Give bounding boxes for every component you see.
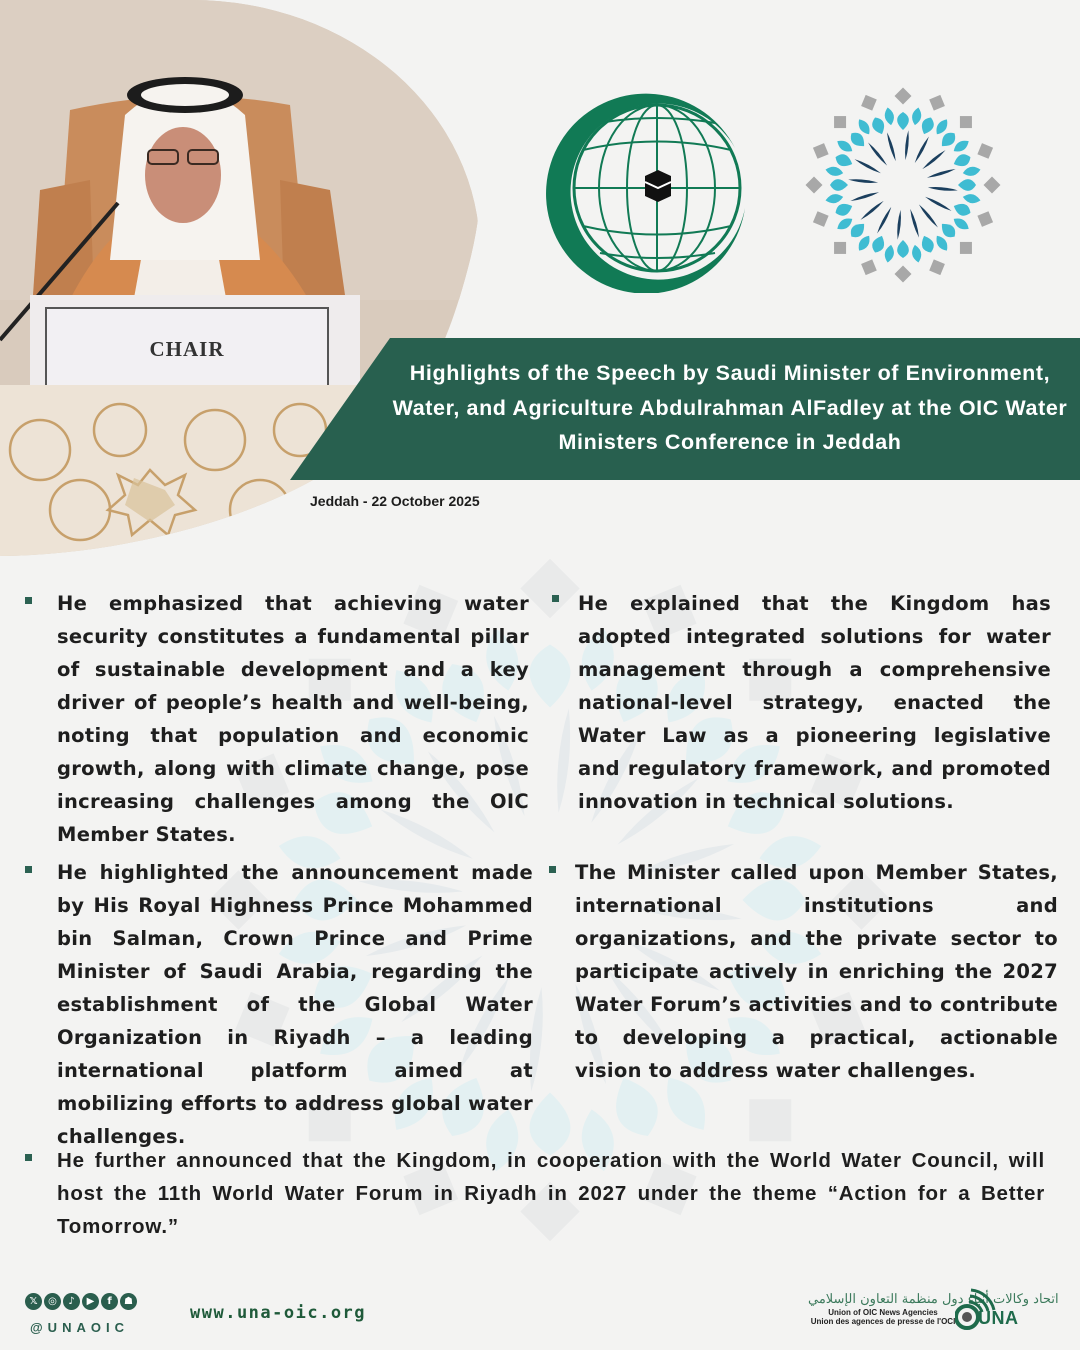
bullet-text: He emphasized that achieving water security constitutes a fundamental pillar of sustainable development and a key driver of people’s health and well-being, noting that population and economic growth, along with climate change, pose increasing challenges among the OIC Member States. — [57, 592, 529, 846]
bullet-item — [578, 587, 1051, 818]
oic-logo — [545, 88, 750, 293]
youtube-icon[interactable]: ▶ — [82, 1293, 99, 1310]
bullet-item — [57, 1144, 1045, 1243]
social-handle[interactable]: @UNAOIC — [30, 1320, 129, 1335]
water-conference-logo — [798, 80, 1008, 290]
kaaba-icon — [645, 170, 671, 202]
bullet-text: The Minister called upon Member States, international institutions and organizations, and the private sector to participate actively in enriching the 2027 Water Forum’s activities and to contribute to developing a practical, actionable vision to address water challenges. — [575, 861, 1058, 1082]
bullet-marker — [25, 597, 32, 604]
bullet-text: He explained that the Kingdom has adopted integrated solutions for water management through a comprehensive national-level strategy, enacted the Water Law as a pioneering legislative and regulatory framework, and promoted innovation in technical solutions. — [578, 592, 1051, 813]
website-link[interactable]: www.una-oic.org — [190, 1303, 367, 1323]
bullet-item — [575, 856, 1058, 1087]
tiktok-icon[interactable]: ♪ — [63, 1293, 80, 1310]
bullet-marker — [552, 595, 559, 602]
snapchat-icon[interactable]: ☗ — [120, 1293, 137, 1310]
bullet-text: He further announced that the Kingdom, in cooperation with the World Water Council, will host the 11th World Water Forum in Riyadh in 2027 under the theme “Action for a Better Tomorrow.” — [57, 1149, 1045, 1238]
una-logo-text: UNA — [978, 1308, 1019, 1328]
page-title: Highlights of the Speech by Saudi Minister of Environment, Water, and Agriculture Abdulrahman AlFadley at the OIC Water Ministers Conference in Jeddah — [392, 361, 1068, 454]
nameplate-text: CHAIR — [149, 337, 225, 361]
bullet-item — [57, 587, 529, 851]
x-icon[interactable]: 𝕏 — [25, 1293, 42, 1310]
org-name-arabic: اتحاد وكالات أنباء دول منظمة التعاون الإسلامي — [808, 1292, 1059, 1307]
bullet-marker — [25, 1154, 32, 1161]
dateline: Jeddah - 22 October 2025 — [310, 493, 480, 509]
bullet-marker — [25, 866, 32, 873]
social-icons — [25, 1293, 137, 1310]
instagram-icon[interactable]: ◎ — [44, 1293, 61, 1310]
facebook-icon[interactable]: f — [101, 1293, 118, 1310]
bullet-item — [57, 856, 533, 1153]
bullet-marker — [549, 866, 556, 873]
org-name-french: Union des agences de presse de l'OCI — [810, 1317, 956, 1326]
org-name-english: Union of OIC News Agencies — [828, 1308, 938, 1317]
bullet-text: He highlighted the announcement made by His Royal Highness Prince Mohammed bin Salman, Crown Prince and Prime Minister of Saudi Arabia, regarding the establishment of the Global Water Organization in Riyadh – a leading international platform aimed at mobilizing efforts to address global water challenges. — [57, 861, 533, 1148]
